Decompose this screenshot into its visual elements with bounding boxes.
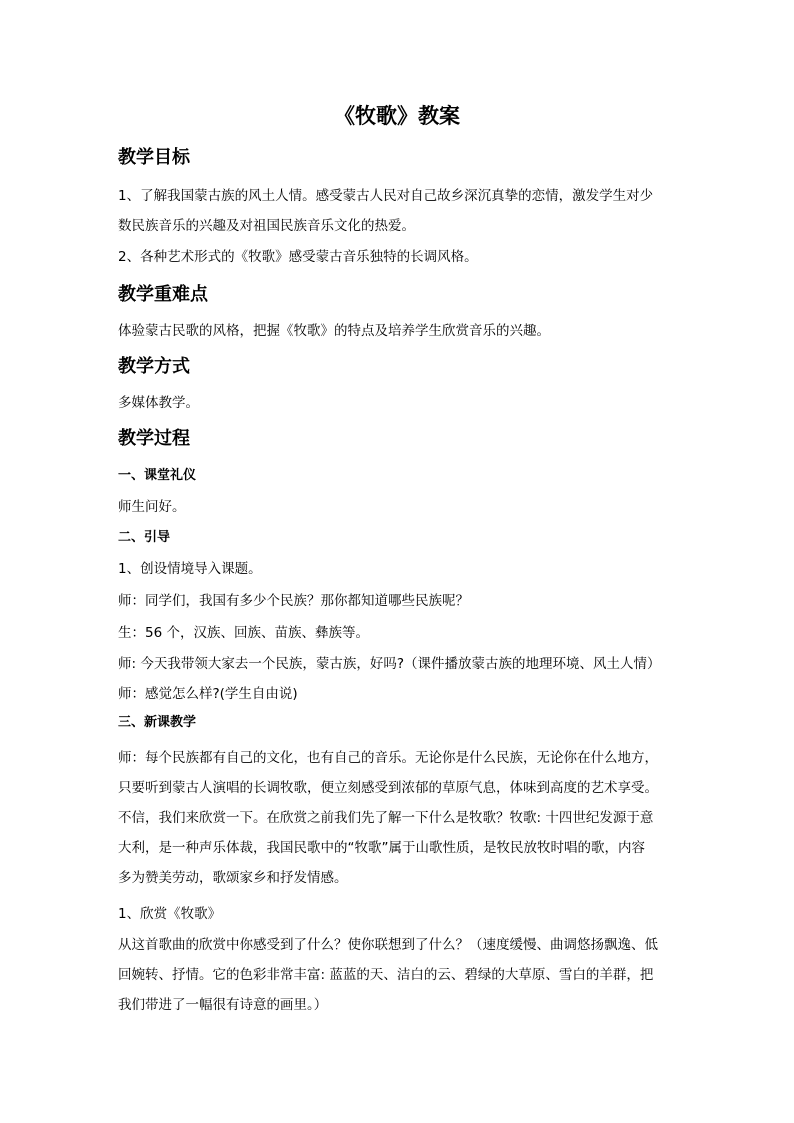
process-part-3-paragraph-1: [118, 743, 678, 893]
process-part-2-heading: 二、引导: [118, 530, 171, 545]
process-part-3-sub-1: 1、欣赏《牧歌》: [118, 906, 222, 922]
section-heading-difficulties: 教学重难点: [118, 284, 208, 305]
paragraph-1-line-5: 多为赞美劳动，歌颂家乡和抒发情感。: [118, 870, 348, 886]
process-part-2-line-4: 师: 今天我带领大家去一个民族，蒙古族，好吗?（课件播放蒙古族的地理环境、风土人情）: [118, 656, 661, 672]
process-part-3-heading: 三、新课教学: [118, 715, 197, 730]
process-part-2-line-3: 生：56 个，汉族、回族、苗族、彝族等。: [118, 625, 369, 641]
goals-item-1-line-1: 1、了解我国蒙古族的风土人情。感受蒙古人民对自己故乡深沉真挚的恋情，激发学生对少: [118, 188, 654, 204]
section-heading-goals: 教学目标: [118, 147, 190, 168]
process-part-3-paragraph-2: [118, 930, 678, 1020]
paragraph-1-line-4: 大利，是一种声乐体裁，我国民歌中的“牧歌”属于山歌性质，是牧民放牧时唱的歌，内容: [118, 840, 645, 856]
goals-item-1-line-2: 数民族音乐的兴趣及对祖国民族音乐文化的热爱。: [118, 218, 415, 234]
process-part-1-heading: 一、课堂礼仪: [118, 468, 197, 483]
section-heading-method: 教学方式: [118, 356, 190, 377]
paragraph-1-line-2: 只要听到蒙古人演唱的长调牧歌，便立刻感受到浓郁的草原气息，体味到高度的艺术享受。: [118, 780, 658, 796]
goals-item-1: [118, 181, 678, 241]
process-part-2-line-1: 1、创设情境导入课题。: [118, 561, 262, 577]
paragraph-2-line-3: 我们带进了一幅很有诗意的画里。）: [118, 997, 328, 1013]
process-part-2-line-2: 师：同学们，我国有多少个民族？那你都知道哪些民族呢？: [118, 593, 469, 609]
paragraph-2-line-1: 从这首歌曲的欣赏中你感受到了什么？使你联想到了什么？（速度缓慢、曲调悠扬飘逸、低: [118, 937, 658, 953]
paragraph-1-line-3: 不信，我们来欣赏一下。在欣赏之前我们先了解一下什么是牧歌？牧歌: 十四世纪发源于意: [118, 810, 654, 826]
process-part-1-text: 师生问好。: [118, 499, 186, 515]
paragraph-1-line-1: 师：每个民族都有自己的文化，也有自己的音乐。无论你是什么民族，无论你在什么地方，: [118, 750, 658, 766]
goals-item-2: 2、各种艺术形式的《牧歌》感受蒙古音乐独特的长调风格。: [118, 249, 478, 265]
document-title: 《牧歌》教案: [334, 104, 460, 128]
difficulties-text: 体验蒙古民歌的风格，把握《牧歌》的特点及培养学生欣赏音乐的兴趣。: [118, 323, 550, 339]
paragraph-2-line-2: 回婉转、抒情。它的色彩非常丰富: 蓝蓝的天、洁白的云、碧绿的大草原、雪白的羊群，把: [118, 967, 654, 983]
process-part-2-line-5: 师：感觉怎么样?(学生自由说): [118, 686, 298, 702]
section-heading-process: 教学过程: [118, 428, 190, 449]
method-text: 多媒体教学。: [118, 395, 199, 411]
